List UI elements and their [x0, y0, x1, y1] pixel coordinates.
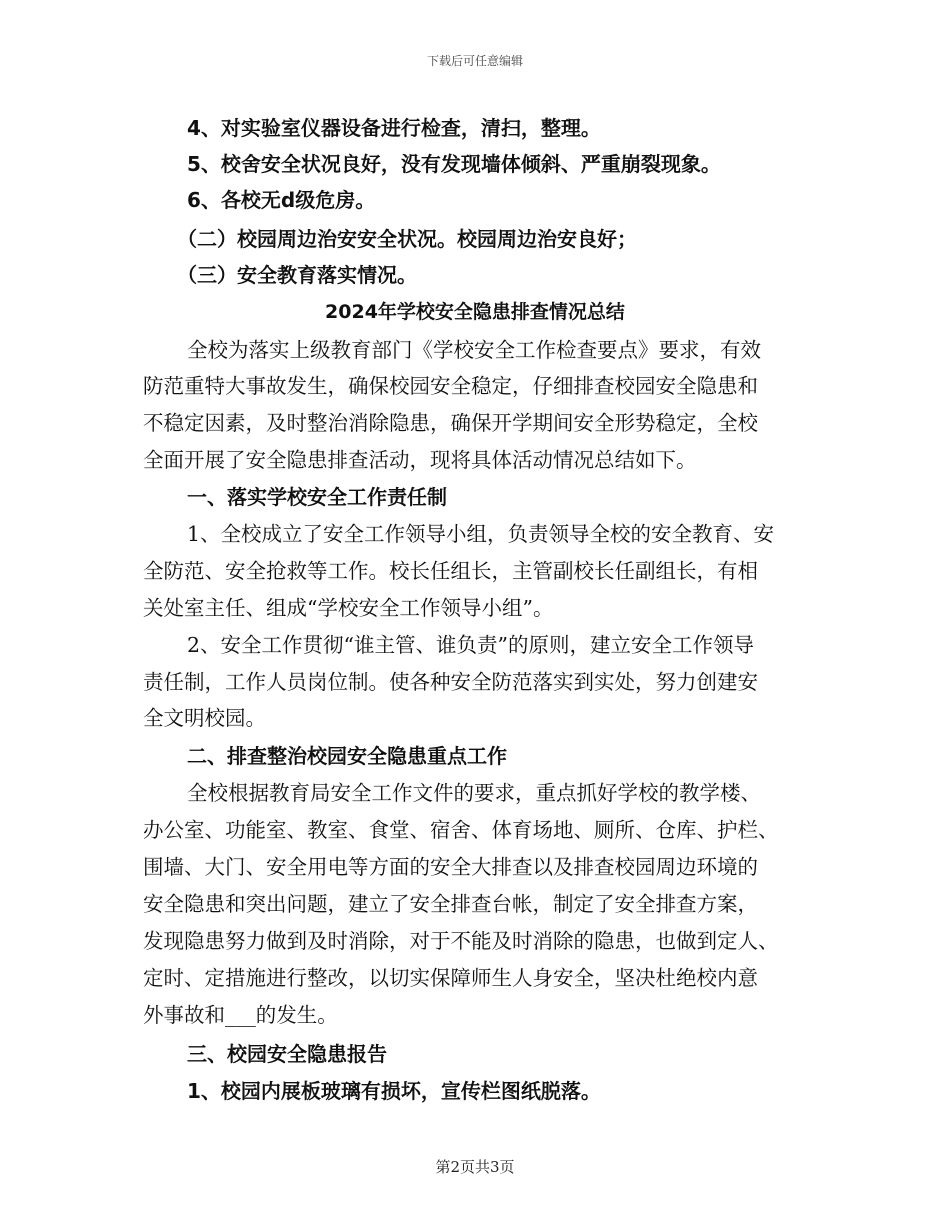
paragraph-line: 外事故和___的发生。 [143, 1003, 338, 1027]
document-title: 2024年学校安全隐患排查情况总结 [325, 301, 625, 323]
list-item-5: 5、校舍安全状况良好，没有发现墙体倾斜、严重崩裂现象。 [187, 152, 721, 176]
paragraph-line: 办公室、功能室、教室、食堂、宿舍、体育场地、厕所、仓库、护栏、 [143, 818, 779, 842]
paragraph-line: 不稳定因素，及时整治消除隐患，确保开学期间安全形势稳定，全校 [143, 411, 758, 435]
page-header: 下载后可任意编辑 [426, 54, 523, 68]
paragraph-line: 全面开展了安全隐患排查活动，现将具体活动情况总结如下。 [143, 448, 697, 472]
paragraph-line: 全防范、安全抢救等工作。校长任组长，主管副校长任副组长，有相 [143, 559, 758, 583]
paragraph-line: 全文明校园。 [143, 706, 266, 730]
paragraph-line: 1、全校成立了安全工作领导小组，负责领导全校的安全教育、安 [187, 522, 775, 546]
list-item-4: 4、对实验室仪器设备进行检查，清扫，整理。 [187, 116, 601, 140]
subsection-2: （二）校园周边治安安全状况。校园周边治安良好； [177, 227, 637, 251]
paragraph-line: 安全隐患和突出问题，建立了安全排查台帐，制定了安全排查方案， [143, 892, 758, 916]
paragraph-line: 防范重特大事故发生，确保校园安全稳定，仔细排查校园安全隐患和 [143, 374, 758, 398]
list-item-1: 1、校园内展板玻璃有损坏，宣传栏图纸脱落。 [187, 1079, 601, 1103]
paragraph-line: 发现隐患努力做到及时消除，对于不能及时消除的隐患，也做到定人、 [143, 929, 779, 953]
section-heading-1: 一、落实学校安全工作责任制 [187, 485, 447, 509]
paragraph-line: 围墙、大门、安全用电等方面的安全大排查以及排查校园周边环境的 [143, 855, 758, 879]
paragraph-line: 关处室主任、组成“学校安全工作领导小组”。 [143, 596, 554, 620]
paragraph-line: 全校根据教育局安全工作文件的要求，重点抓好学校的教学楼、 [187, 781, 761, 805]
subsection-3: （三）安全教育落实情况。 [177, 263, 417, 287]
page-footer: 第2页共3页 [435, 1158, 515, 1176]
section-heading-3: 三、校园安全隐患报告 [187, 1042, 387, 1066]
section-heading-2: 二、排查整治校园安全隐患重点工作 [187, 744, 507, 768]
paragraph-line: 责任制，工作人员岗位制。使各种安全防范落实到实处，努力创建安 [143, 670, 758, 694]
list-item-6: 6、各校无d级危房。 [187, 188, 376, 212]
paragraph-line: 定时、定措施进行整改，以切实保障师生人身安全，坚决杜绝校内意 [143, 966, 758, 990]
paragraph-line: 全校为落实上级教育部门《学校安全工作检查要点》要求，有效 [187, 338, 761, 362]
paragraph-line: 2、安全工作贯彻“谁主管、谁负责”的原则，建立安全工作领导 [187, 633, 755, 657]
